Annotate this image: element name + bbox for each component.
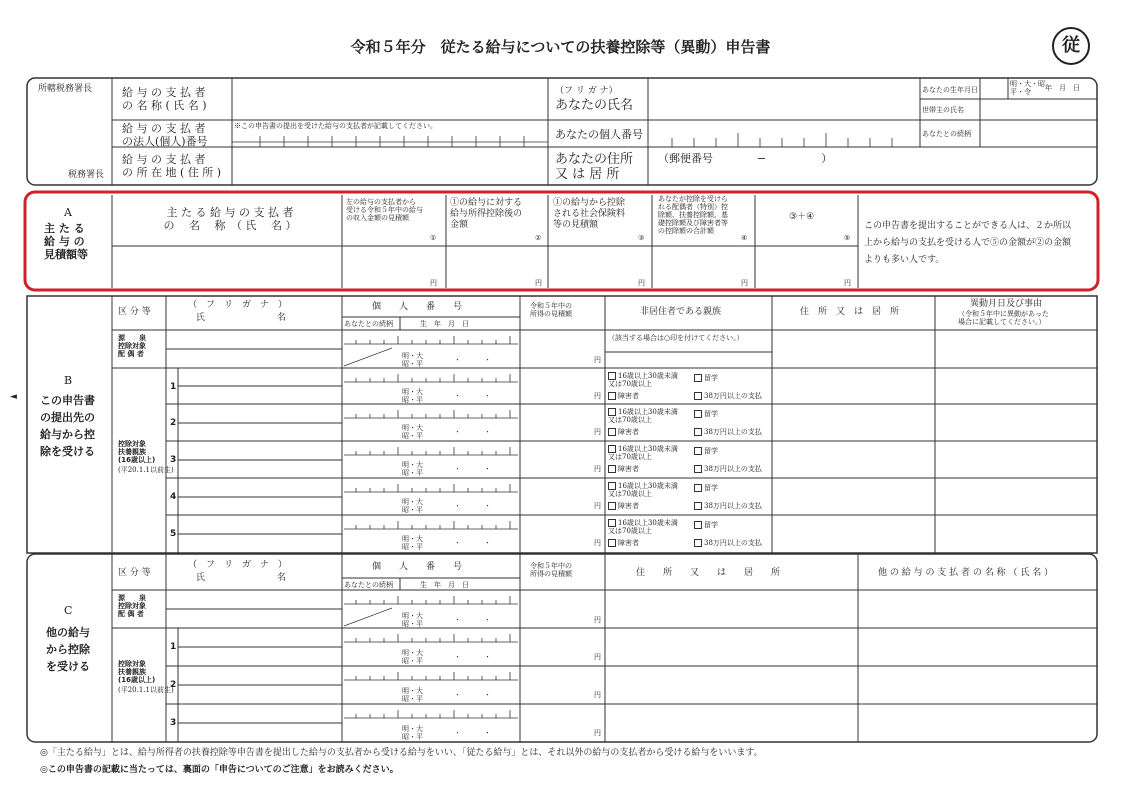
yen-a3: 円 (638, 279, 645, 287)
c-era: 明・大 昭・平 (402, 725, 423, 741)
b-dot: ・ (484, 428, 491, 436)
b-opt-payment[interactable]: 38万円以上の支払 (694, 539, 762, 547)
your-address-label: あなたの住所 又 は 居 所 (555, 152, 634, 182)
b-row-number: 5 (170, 528, 177, 539)
office-label: 所轄税務署長 (38, 84, 93, 94)
c-spouse-yen: 円 (594, 616, 601, 624)
c-yen: 円 (594, 691, 601, 699)
checkbox-icon[interactable] (694, 410, 702, 418)
your-number-label: あなたの個人番号 (555, 128, 643, 141)
section-c-code: C (64, 604, 73, 617)
b-spouse-yen: 円 (594, 356, 601, 364)
b-spouse-dot2: ・ (484, 356, 491, 364)
b-opt-age[interactable]: 16歳以上30歳未満 又は70歳以上 (608, 445, 678, 461)
b-nonres: 非居住者である親族 (640, 307, 722, 317)
yen-a1: 円 (430, 279, 437, 287)
checkbox-icon[interactable] (608, 408, 616, 416)
b-dot: ・ (484, 465, 491, 473)
b-era: 明・大 昭・平 (402, 388, 423, 404)
b-opt-study[interactable]: 留学 (694, 447, 718, 455)
section-a-col4: ①の給与から控除 される社会保険料 等の見積額 (553, 198, 626, 230)
b-spouse-dot1: ・ (454, 356, 461, 364)
b-yen: 円 (594, 502, 601, 510)
checkbox-icon[interactable] (608, 465, 616, 473)
footer-note-1: ◎「主たる給与」とは、給与所得者の扶養控除等申告書を提出した給与の支払者から受ける給与をいい、「従たる給与」とは、それ以外の給与の支払者から受ける給与をいいます。 (40, 748, 763, 758)
b-kojin: 個 人 番 号 (372, 302, 463, 312)
checkbox-icon[interactable] (608, 392, 616, 400)
office-suffix: 税務署長 (68, 170, 105, 180)
checkbox-icon[interactable] (608, 372, 616, 380)
c-other-payer: 他 の 給 与 の 支 払 者 の 名 称 （ 氏 名 ） (878, 568, 1054, 578)
section-a-col4-no: ③ (638, 234, 645, 242)
c-spouse-dot2: ・ (484, 616, 491, 624)
footer-note-2: ◎この申告書の記載に当たっては、裏面の「申告についてのご注意」をお読みください。 (40, 765, 399, 775)
checkbox-icon[interactable] (608, 428, 616, 436)
section-b-name: この申告書 の提出先の 給与から控 除を受ける (40, 394, 95, 458)
b-opt-study[interactable]: 留学 (694, 484, 718, 492)
c-row-number: 3 (170, 718, 177, 728)
section-a-col1: 主 た る 給 与 の 支 払 者 の 名 称 （ 氏 名 ） (163, 206, 297, 232)
b-opt-disabled[interactable]: 障害者 (608, 465, 639, 473)
b-address: 住 所 又 は 居 所 (800, 307, 900, 317)
c-dependents-note: (平20.1.1以前生) (118, 686, 174, 694)
b-opt-study[interactable]: 留学 (694, 374, 718, 382)
section-a-col5: あなたが控除を受けら れる配偶者（特別）控 除額、扶養控除額、基 礎控除額及び障害者等 の控除額の合計額 (658, 195, 728, 235)
checkbox-icon[interactable] (694, 465, 702, 473)
checkbox-icon[interactable] (608, 445, 616, 453)
birth-label: あなたの生年月日 (922, 86, 978, 94)
b-furigana: （ フ リ ガ ナ ） (188, 300, 288, 310)
c-spouse: 源 泉 控除対象 配 偶 者 (118, 594, 146, 618)
b-dot: ・ (454, 392, 461, 400)
arrow-marker: ◄ (10, 392, 17, 402)
b-row-number: 1 (170, 381, 177, 392)
b-change: 異動月日及び事由 (970, 299, 1043, 309)
c-spouse-era: 明・大 昭・平 (402, 612, 423, 628)
section-a-note: この申告書を提出することができる人は、２か所以 上から給与の支払を受ける人で⑤の金額が②の金額 よりも多い人です。 (864, 221, 1072, 265)
c-address: 住 所 又 は 居 所 (636, 568, 781, 578)
c-shimei: 氏 名 (196, 573, 287, 583)
b-dot: ・ (454, 502, 461, 510)
c-birth: 生 年 月 日 (420, 581, 469, 589)
b-era: 明・大 昭・平 (402, 498, 423, 514)
b-opt-disabled[interactable]: 障害者 (608, 502, 639, 510)
c-spouse-dot1: ・ (454, 616, 461, 624)
household-head-label: 世帯主の氏名 (922, 106, 964, 114)
checkbox-icon[interactable] (694, 447, 702, 455)
b-opt-age[interactable]: 16歳以上30歳未満 又は70歳以上 (608, 519, 678, 535)
b-dot: ・ (484, 539, 491, 547)
b-row-number: 4 (170, 491, 177, 502)
section-a-col2-no: ① (430, 234, 437, 242)
c-dot: ・ (454, 729, 461, 737)
c-yen: 円 (594, 729, 601, 737)
b-opt-payment[interactable]: 38万円以上の支払 (694, 465, 762, 473)
b-kubun: 区 分 等 (118, 307, 151, 317)
b-opt-disabled[interactable]: 障害者 (608, 428, 639, 436)
c-dot: ・ (454, 691, 461, 699)
b-opt-disabled[interactable]: 障害者 (608, 392, 639, 400)
c-dependents: 控除対象 扶養親族 (16歳以上) (118, 660, 156, 684)
b-opt-age[interactable]: 16歳以上30歳未満 又は70歳以上 (608, 482, 678, 498)
b-dot: ・ (454, 465, 461, 473)
b-row-number: 2 (170, 417, 177, 428)
section-a-col3: ①の給与に対する 給与所得控除後の 金額 (450, 198, 523, 230)
b-shimei: 氏 名 (196, 313, 287, 323)
b-opt-payment[interactable]: 38万円以上の支払 (694, 428, 762, 436)
checkbox-icon[interactable] (694, 521, 702, 529)
checkbox-icon[interactable] (608, 502, 616, 510)
checkbox-icon[interactable] (694, 374, 702, 382)
b-spouse: 源 泉 控除対象 配 偶 者 (118, 334, 146, 358)
furigana-label: （フ リ ガ ナ） (555, 86, 618, 96)
c-dot: ・ (484, 691, 491, 699)
section-a-code: A (64, 206, 72, 219)
checkbox-icon[interactable] (608, 539, 616, 547)
checkbox-icon[interactable] (694, 502, 702, 510)
b-dot: ・ (454, 539, 461, 547)
b-opt-age[interactable]: 16歳以上30歳未満 又は70歳以上 (608, 372, 678, 388)
section-a-col6: ③＋④ (789, 212, 815, 222)
b-zokugara: あなたとの続柄 (344, 320, 393, 328)
c-row-number: 1 (170, 642, 177, 652)
c-yen: 円 (594, 653, 601, 661)
checkbox-icon[interactable] (694, 392, 702, 400)
c-era: 明・大 昭・平 (402, 649, 423, 665)
b-change-note: （令和５年中に異動があった 場合に記載してください。） (958, 310, 1049, 326)
b-income: 令和５年中の 所得の見積額 (530, 302, 572, 318)
b-row-number: 3 (170, 454, 177, 465)
postal-code: （郵便番号 − ） (658, 152, 833, 165)
birth-ymd: 年 月 日 (1045, 84, 1080, 92)
c-dot: ・ (484, 653, 491, 661)
b-yen: 円 (594, 392, 601, 400)
section-a-name: 主 た る 給 与 の 見積額等 (44, 222, 88, 261)
b-yen: 円 (594, 539, 601, 547)
page-title: 令和５年分 従たる給与についての扶養控除等（異動）申告書 (350, 38, 771, 56)
section-a-col6-no: ⑤ (844, 234, 851, 242)
b-opt-study[interactable]: 留学 (694, 410, 718, 418)
checkbox-icon[interactable] (608, 519, 616, 527)
b-yen: 円 (594, 465, 601, 473)
relationship-label: あなたとの続柄 (922, 130, 971, 138)
checkbox-icon[interactable] (694, 484, 702, 492)
birth-era: 明・大・昭 平・令 (1010, 80, 1045, 96)
c-row-number: 2 (170, 680, 177, 690)
section-a-col5-no: ④ (741, 234, 748, 242)
yen-a2: 円 (535, 279, 542, 287)
c-kubun: 区 分 等 (118, 568, 151, 578)
yen-a5: 円 (844, 279, 851, 287)
stamp-jyu: 従 (1052, 27, 1090, 65)
checkbox-icon[interactable] (694, 428, 702, 436)
payer-corp-no-label: 給 与 の 支 払 者 の法人(個人)番号 (122, 122, 208, 148)
section-a-col2: 左の給与の支払者から 受ける令和５年中の給与 の収入金額の見積額 (346, 198, 423, 222)
b-yen: 円 (594, 428, 601, 436)
b-opt-disabled[interactable]: 障害者 (608, 539, 639, 547)
b-dot: ・ (484, 502, 491, 510)
b-era: 明・大 昭・平 (402, 424, 423, 440)
b-opt-study[interactable]: 留学 (694, 521, 718, 529)
checkbox-icon[interactable] (694, 539, 702, 547)
yen-a4: 円 (741, 279, 748, 287)
payer-address-label: 給 与 の 支 払 者 の 所 在 地 ( 住 所 ) (122, 153, 222, 179)
b-era: 明・大 昭・平 (402, 461, 423, 477)
section-a-col3-no: ② (535, 234, 542, 242)
b-dependents: 控除対象 扶養親族 (16歳以上) (118, 440, 156, 464)
payer-note: ※この申告書の提出を受けた給与の支払者が記載してください。 (234, 122, 437, 130)
b-era: 明・大 昭・平 (402, 535, 423, 551)
c-furigana: （ フ リ ガ ナ ） (188, 560, 288, 570)
b-dot: ・ (454, 428, 461, 436)
b-dependents-note: (平20.1.1以前生) (118, 466, 174, 474)
b-spouse-era: 明・大 昭・平 (402, 352, 423, 368)
c-zokugara: あなたとの続柄 (344, 581, 393, 589)
c-era: 明・大 昭・平 (402, 687, 423, 703)
b-opt-payment[interactable]: 38万円以上の支払 (694, 502, 762, 510)
section-c-name: 他の給与 から控除 を受ける (46, 626, 90, 673)
c-kojin: 個 人 番 号 (372, 562, 463, 572)
your-name-label: あなたの氏名 (555, 98, 634, 113)
b-opt-payment[interactable]: 38万円以上の支払 (694, 392, 762, 400)
payer-name-label: 給 与 の 支 払 者 の 名 称 ( 氏 名 ) (122, 86, 207, 112)
c-income: 令和５年中の 所得の見積額 (530, 562, 572, 578)
b-birth: 生 年 月 日 (420, 320, 469, 328)
c-dot: ・ (484, 729, 491, 737)
b-opt-age[interactable]: 16歳以上30歳未満 又は70歳以上 (608, 408, 678, 424)
section-b-code: B (64, 374, 73, 387)
checkbox-icon[interactable] (608, 482, 616, 490)
c-dot: ・ (454, 653, 461, 661)
b-nonres-note: （該当する場合は○印を付けてください。） (608, 334, 744, 342)
b-dot: ・ (484, 392, 491, 400)
